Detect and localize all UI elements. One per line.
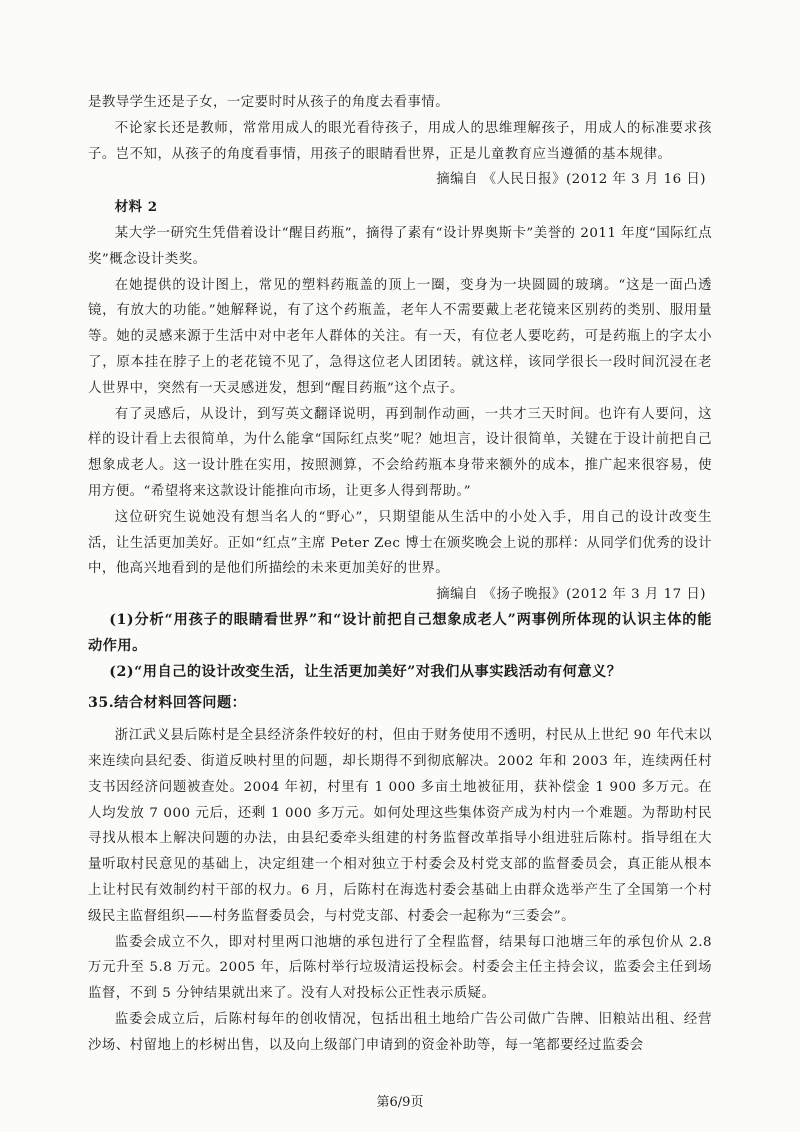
source-citation: 摘编自 《扬子晚报》(2012 年 3 月 17 日)	[436, 587, 706, 603]
sub-question: (2)“用自己的设计改变生活，让生活更加美好”对我们从事实践活动有何意义？	[109, 663, 622, 680]
material-heading: 材料 2	[114, 199, 158, 216]
body-paragraph: 浙江武义县后陈村是全县经济条件较好的村，但由于财务使用不透明，村民从上世纪 90 年代末以来连续向县纪委、街道反映村里的问题，却长期得不到彻底解决。2002 年和 2003 年，连续两任村支书因经济问题被查处。2004 年初，村里有 1 000 多亩土地被征用，获补偿金 1 900 多万元。在人均发放 7 000 元后，还剩 1 000 多万元。如何处理这些集体资产成为村内一个难题。为帮助村民寻找从根本上解决问题的办法，由县纪委牵头组建的村务监督改革指导小组进驻后陈村。指导组在大量听取村民意见的基础上，决定组建一个相对独立于村委会及村党支部的监督委员会，真正能从根本上让村民有效制约村干部的权力。6 月，后陈村在海选村委会基础上由群众选举产生了全国第一个村级民主监督组织——村务监督委员会，与村党支部、村委会一起称为“三委会”。	[88, 728, 712, 924]
body-paragraph: 有了灵感后，从设计，到写英文翻译说明，再到制作动画，一共才三天时间。也许有人要问，这样的设计看上去很简单，为什么能拿“国际红点奖”呢？她坦言，设计很简单，关键在于设计前把自己想象成老人。这一设计胜在实用，按照测算，不会给药瓶本身带来额外的成本，推广起来很容易，使用方便。“希望将来这款设计能推向市场，让更多人得到帮助。”	[88, 406, 712, 499]
body-paragraph: 某大学一研究生凭借着设计“醒目药瓶”，摘得了素有“设计界奥斯卡”美誉的 2011 年度“国际红点奖”概念设计类奖。	[88, 225, 712, 267]
body-paragraph: 这位研究生说她没有想当名人的“野心”，只期望能从生活中的小处入手，用自己的设计改变生活，让生活更加美好。正如“红点”主席 Peter Zec 博士在颁奖晚会上说的那样：从同学们优秀的设计中，他高兴地看到的是他们所描绘的未来更加美好的世界。	[88, 509, 712, 577]
body-paragraph: 在她提供的设计图上，常见的塑料药瓶盖的顶上一圈，变身为一块圆圆的玻璃。“这是一面凸透镜，有放大的功能。”她解释说，有了这个药瓶盖，老年人不需要戴上老花镜来区别药的类别、服用量等。她的灵感来源于生活中对中老年人群体的关注。有一天，有位老人要吃药，可是药瓶上的字太小了，原本挂在脖子上的老花镜不见了，急得这位老人团团转。就这样，该同学很长一段时间沉浸在老人世界中，突然有一天灵感迸发，想到“醒目药瓶”这个点子。	[88, 277, 712, 396]
page-number: 第6/9页	[376, 1095, 424, 1110]
body-paragraph: 不论家长还是教师，常常用成人的眼光看待孩子，用成人的思维理解孩子，用成人的标准要求孩子。岂不知，从孩子的角度看事情，用孩子的眼睛看世界，正是儿童教育应当遵循的基本规律。	[88, 120, 712, 162]
sub-question: (1)分析“用孩子的眼睛看世界”和“设计前把自己想象成老人”两事例所体现的认识主体的能动作用。	[88, 611, 712, 654]
source-citation: 摘编自 《人民日报》(2012 年 3 月 16 日)	[436, 172, 706, 188]
question-heading: 35.结合材料回答问题：	[88, 695, 247, 712]
body-paragraph: 是教导学生还是子女，一定要时时从孩子的角度去看事情。	[88, 95, 450, 110]
body-paragraph: 监委会成立不久，即对村里两口池塘的承包进行了全程监督，结果每口池塘三年的承包价从 2.8 万元升至 5.8 万元。2005 年，后陈村举行垃圾清运投标会。村委会主任主持会议，监委会主任到场监督，不到 5 分钟结果就出来了。没有人对投标公正性表示质疑。	[88, 934, 712, 1002]
body-paragraph: 监委会成立后，后陈村每年的创收情况，包括出租土地给广告公司做广告牌、旧粮站出租、经营沙场、村留地上的杉树出售，以及向上级部门申请到的资金补助等，每一笔都要经过监委会	[88, 1011, 712, 1053]
